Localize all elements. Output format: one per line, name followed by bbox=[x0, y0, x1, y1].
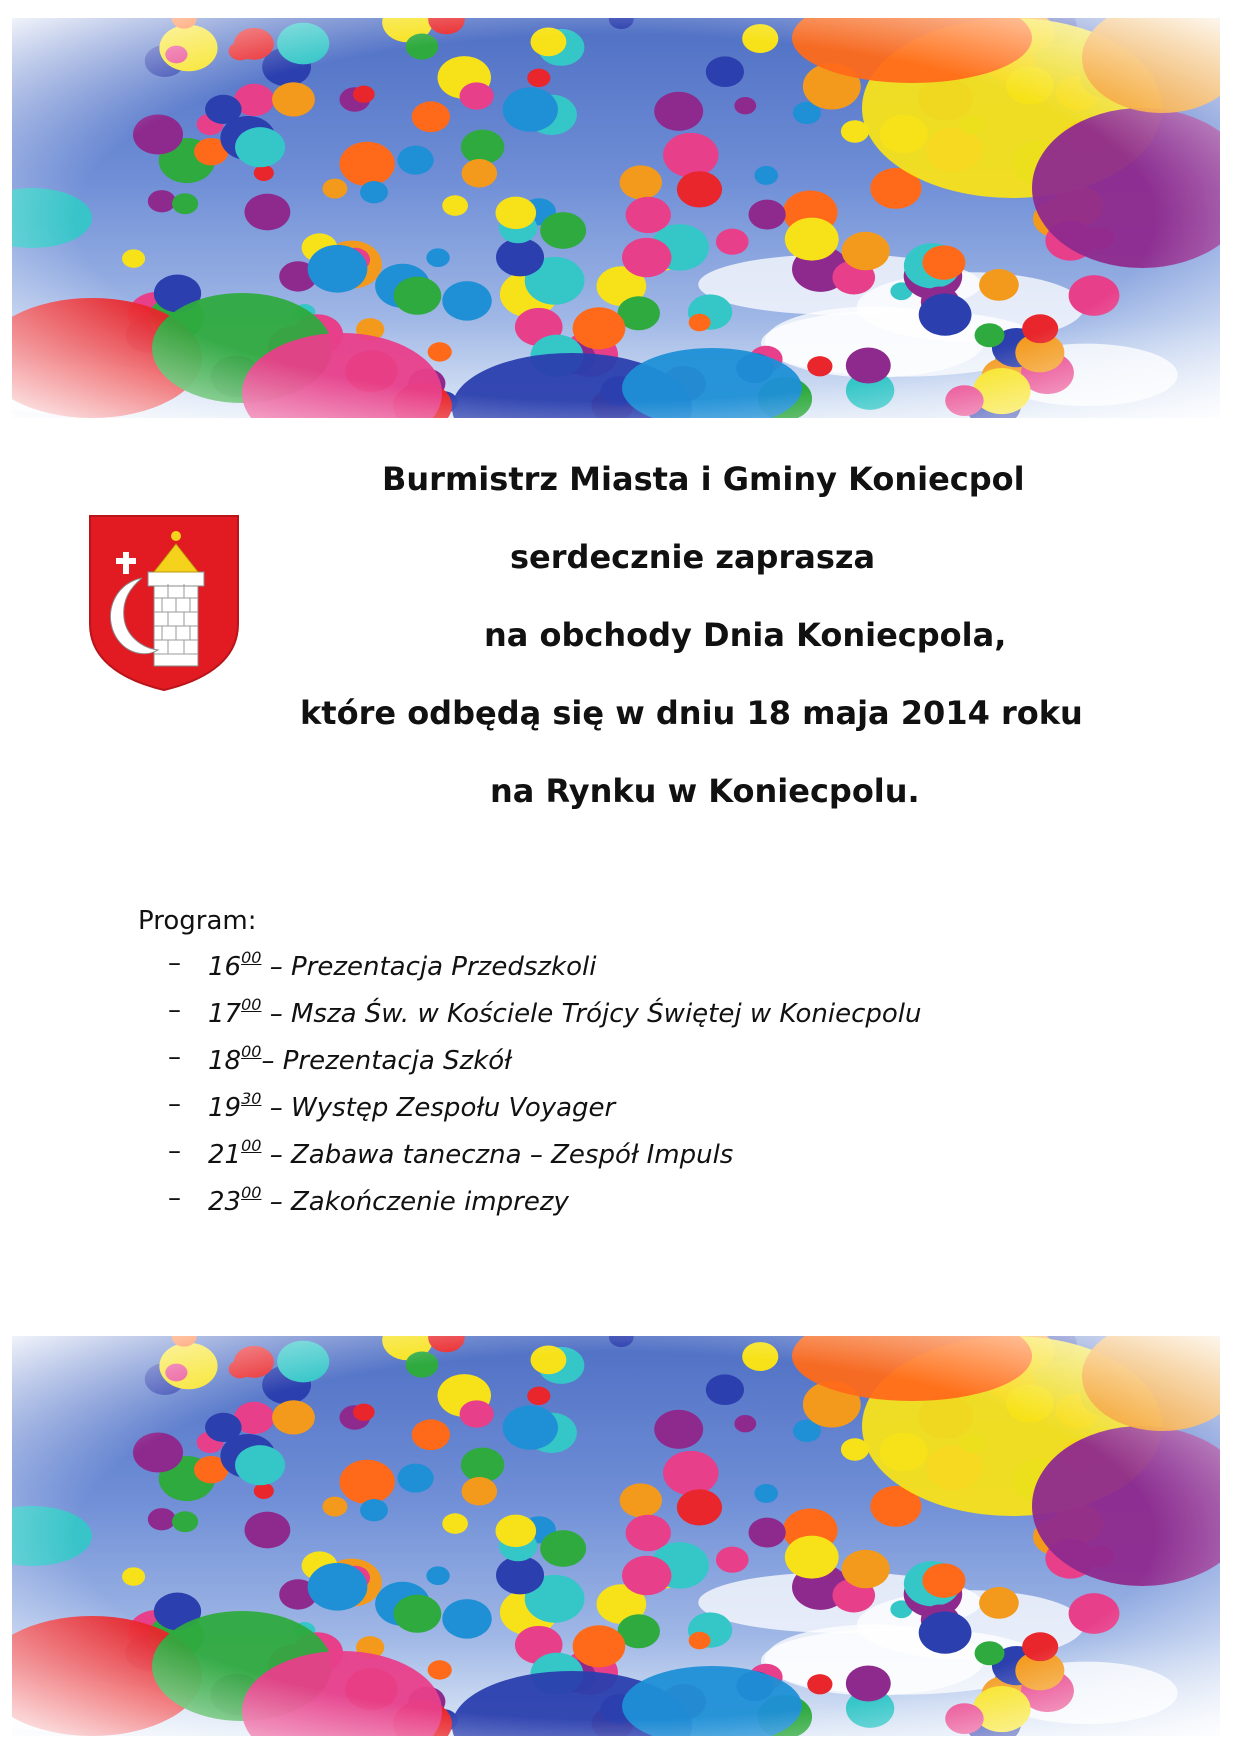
program-hour: 21 bbox=[208, 1140, 242, 1170]
balloons-image bbox=[12, 1336, 1220, 1736]
program-minutes: 00 bbox=[241, 995, 262, 1014]
program-hour: 19 bbox=[208, 1093, 242, 1123]
program-description: – Msza Św. w Kościele Trójcy Świętej w Koniecpolu bbox=[261, 999, 922, 1029]
invitation-line-5: na Rynku w Koniecpolu. bbox=[490, 772, 920, 810]
invitation-line-4: które odbędą się w dniu 18 maja 2014 roku bbox=[300, 694, 1083, 732]
program-description: – Zabawa taneczna – Zespół Impuls bbox=[261, 1140, 734, 1170]
program-hour: 17 bbox=[208, 999, 242, 1029]
program-minutes: 00 bbox=[241, 948, 262, 967]
program-minutes: 00 bbox=[241, 1183, 262, 1202]
list-dash: – bbox=[168, 1136, 181, 1166]
program-minutes: 30 bbox=[241, 1089, 262, 1108]
program-description: – Zakończenie imprezy bbox=[261, 1187, 569, 1217]
list-dash: – bbox=[168, 948, 181, 978]
program-list bbox=[168, 948, 1068, 1230]
coat-of-arms bbox=[88, 514, 240, 692]
bottom-balloons-banner bbox=[12, 1336, 1220, 1736]
invitation-line-1: Burmistrz Miasta i Gminy Koniecpol bbox=[382, 460, 1025, 498]
invitation-line-3: na obchody Dnia Koniecpola, bbox=[484, 616, 1007, 654]
program-item bbox=[168, 948, 1068, 995]
program-section bbox=[138, 906, 922, 1217]
program-hour: 18 bbox=[208, 1046, 242, 1076]
program-description: – Prezentacja Przedszkoli bbox=[261, 952, 597, 982]
program-hour: 16 bbox=[208, 952, 242, 982]
invitation-line-2: serdecznie zaprasza bbox=[510, 538, 876, 576]
program-item bbox=[168, 1042, 1068, 1089]
list-dash: – bbox=[168, 995, 181, 1025]
top-balloons-banner bbox=[12, 18, 1220, 418]
list-dash: – bbox=[168, 1089, 181, 1119]
program-minutes: 00 bbox=[241, 1136, 262, 1155]
program-description: – Występ Zespołu Voyager bbox=[261, 1093, 616, 1123]
program-hour: 23 bbox=[208, 1187, 242, 1217]
program-item bbox=[168, 995, 1068, 1042]
balloons-image bbox=[12, 18, 1220, 418]
list-dash: – bbox=[168, 1042, 181, 1072]
program-item bbox=[168, 1089, 1068, 1136]
program-description: – Prezentacja Szkół bbox=[261, 1046, 512, 1076]
program-title: Program: bbox=[138, 906, 257, 936]
program-minutes: 00 bbox=[241, 1042, 262, 1061]
program-item bbox=[168, 1136, 1068, 1183]
program-item bbox=[168, 1183, 1068, 1230]
list-dash: – bbox=[168, 1183, 181, 1213]
